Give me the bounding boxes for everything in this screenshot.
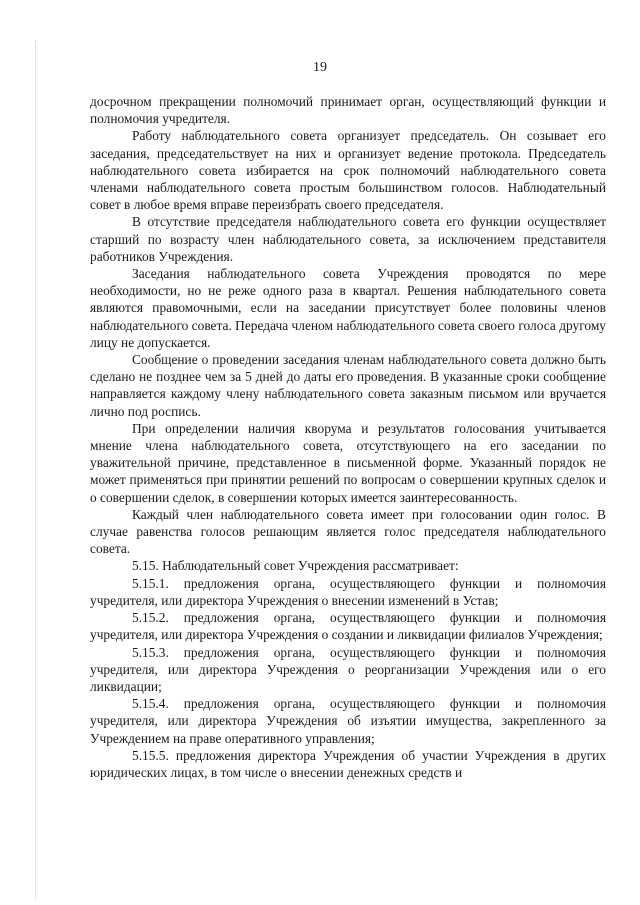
clause-5-15-4: 5.15.4. предложения органа, осуществляющего функции и полномочия учредителя, или директора Учреждения об изъятии имущества, закрепленного за Учреждением на праве оперативного управления; xyxy=(90,696,606,746)
paragraph-quorum: При определении наличия кворума и результатов голосования учитывается мнение члена наблюдательного совета, отсутствующего на его заседании по уважительной причине, представленное в письменной форме. Указанный порядок не может применяться при принятии решений по вопросам о совершении крупных сделок и о совершении сделок, в совершении которых имеется заинтересованность. xyxy=(90,420,606,505)
scan-edge-dots xyxy=(35,40,37,900)
document-body xyxy=(90,93,606,781)
paragraph-chairman-organizes: Работу наблюдательного совета организует председатель. Он созывает его заседания, председательствует на них и организует ведение протокола. Председатель наблюдательного совета избирается на срок полномочий наблюдательного совета членами наблюдательного совета простым большинством голосов. Наблюдательный совет в любое время вправе переизбрать своего председателя. xyxy=(90,128,606,213)
clause-5-15-3: 5.15.3. предложения органа, осуществляющего функции и полномочия учредителя, или директора Учреждения о реорганизации Учреждения или о его ликвидации; xyxy=(90,644,606,694)
page-number: 19 xyxy=(313,60,327,75)
paragraph-meeting-notice: Сообщение о проведении заседания членам наблюдательного совета должно быть сделано не позднее чем за 5 дней до даты его проведения. В указанные сроки сообщение направляется каждому члену наблюдательного совета заказным письмом или вручается лично под роспись. xyxy=(90,352,606,419)
paragraph-continuation: досрочном прекращении полномочий принимает орган, осуществляющий функции и полномочия учредителя. xyxy=(90,94,606,127)
paragraph-chairman-absence: В отсутствие председателя наблюдательного совета его функции осуществляет старший по возрасту член наблюдательного совета, за исключением представителя работников Учреждения. xyxy=(90,214,606,264)
paragraph-meetings: Заседания наблюдательного совета Учреждения проводятся по мере необходимости, но не реже одного раза в квартал. Решения наблюдательного совета являются правомочными, если на заседании присутствует более половины членов наблюдательного совета. Передача членом наблюдательного совета своего голоса другому лицу не допускается. xyxy=(90,266,606,350)
paragraph-voting: Каждый член наблюдательного совета имеет при голосовании один голос. В случае равенства голосов решающим является голос председателя наблюдательного совета. xyxy=(90,506,606,557)
clause-5-15-2: 5.15.2. предложения органа, осуществляющего функции и полномочия учредителя, или директора Учреждения о создании и ликвидации филиалов Учреждения; xyxy=(90,610,606,643)
clause-5-15: 5.15. Наблюдательный совет Учреждения рассматривает: xyxy=(132,558,459,574)
clause-5-15-5: 5.15.5. предложения директора Учреждения об участии Учреждения в других юридических лицах, в том числе о внесении денежных средств и xyxy=(90,747,606,780)
clause-5-15-1: 5.15.1. предложения органа, осуществляющего функции и полномочия учредителя, или директора Учреждения о внесении изменений в Устав; xyxy=(90,575,606,608)
